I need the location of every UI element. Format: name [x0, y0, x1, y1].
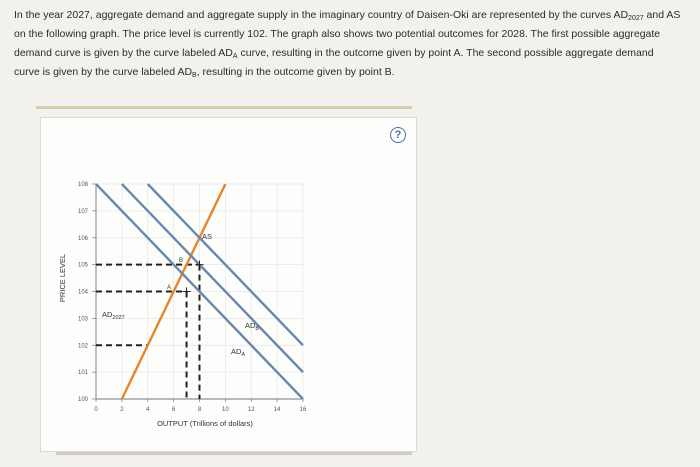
y-tick-label: 103 — [77, 316, 88, 323]
y-axis-title: PRICE LEVEL — [58, 253, 67, 303]
adb-curve-label: $AD_B$ — [245, 321, 260, 332]
y-tick-label: 102 — [77, 343, 88, 350]
chart-axes — [78, 182, 307, 413]
question-seg-1: In the year 2027, aggregate demand and aggregate supply in the imaginary country of Daisen-Oki are represented by the curves — [14, 9, 614, 21]
x-tick-label: 8 — [197, 407, 202, 413]
y-tick-label: 104 — [77, 289, 88, 296]
x-tick-label: 2 — [120, 407, 124, 413]
question-seg-3: curve, resulting in the outcome given by point A. The second possible aggregate demand curve is given by the curve labeled — [14, 47, 654, 78]
y-tick-label: 108 — [77, 182, 88, 188]
question-text — [14, 6, 682, 82]
section-divider-bottom — [56, 452, 412, 455]
x-tick-label: 12 — [247, 407, 255, 413]
x-tick-label: 0 — [94, 407, 98, 413]
x-tick-label: 6 — [171, 407, 176, 413]
x-axis-title: OUTPUT (Trillions of dollars) — [157, 419, 253, 428]
x-tick-label: 4 — [146, 407, 150, 413]
y-tick-label: 100 — [77, 397, 88, 403]
y-tick-label: 107 — [77, 208, 88, 215]
section-divider-top — [36, 106, 412, 109]
y-tick-label: 106 — [77, 235, 88, 242]
ada-curve-label: $AD_A$ — [231, 347, 246, 358]
adb-symbol: $AD_B$ — [177, 66, 197, 79]
ad2027-symbol: $AD_{2027}$ — [613, 9, 644, 22]
ad-as-chart[interactable] — [41, 118, 416, 451]
x-tick-label: 10 — [222, 407, 229, 413]
as-curve-label: AS — [202, 232, 213, 241]
help-icon[interactable]: ? — [390, 127, 406, 143]
point-b-label: B — [179, 258, 184, 264]
question-seg-2: and AS on the following graph. The price level is currently 102. The graph also shows two potential outcomes for 2028. The first possible aggregate demand curve is given by the curve labeled — [14, 9, 681, 59]
ada-symbol: $AD_A$ — [218, 47, 238, 60]
x-tick-label: 16 — [299, 407, 307, 413]
graph-panel — [40, 117, 417, 452]
point-a-label: A — [167, 285, 172, 291]
y-tick-label: 105 — [77, 262, 88, 269]
x-tick-label: 14 — [273, 407, 281, 413]
y-tick-label: 101 — [77, 370, 88, 377]
ad2027-curve-label: $AD_{2027}$ — [102, 310, 125, 321]
question-seg-4: , resulting in the outcome given by point B. — [196, 66, 395, 78]
